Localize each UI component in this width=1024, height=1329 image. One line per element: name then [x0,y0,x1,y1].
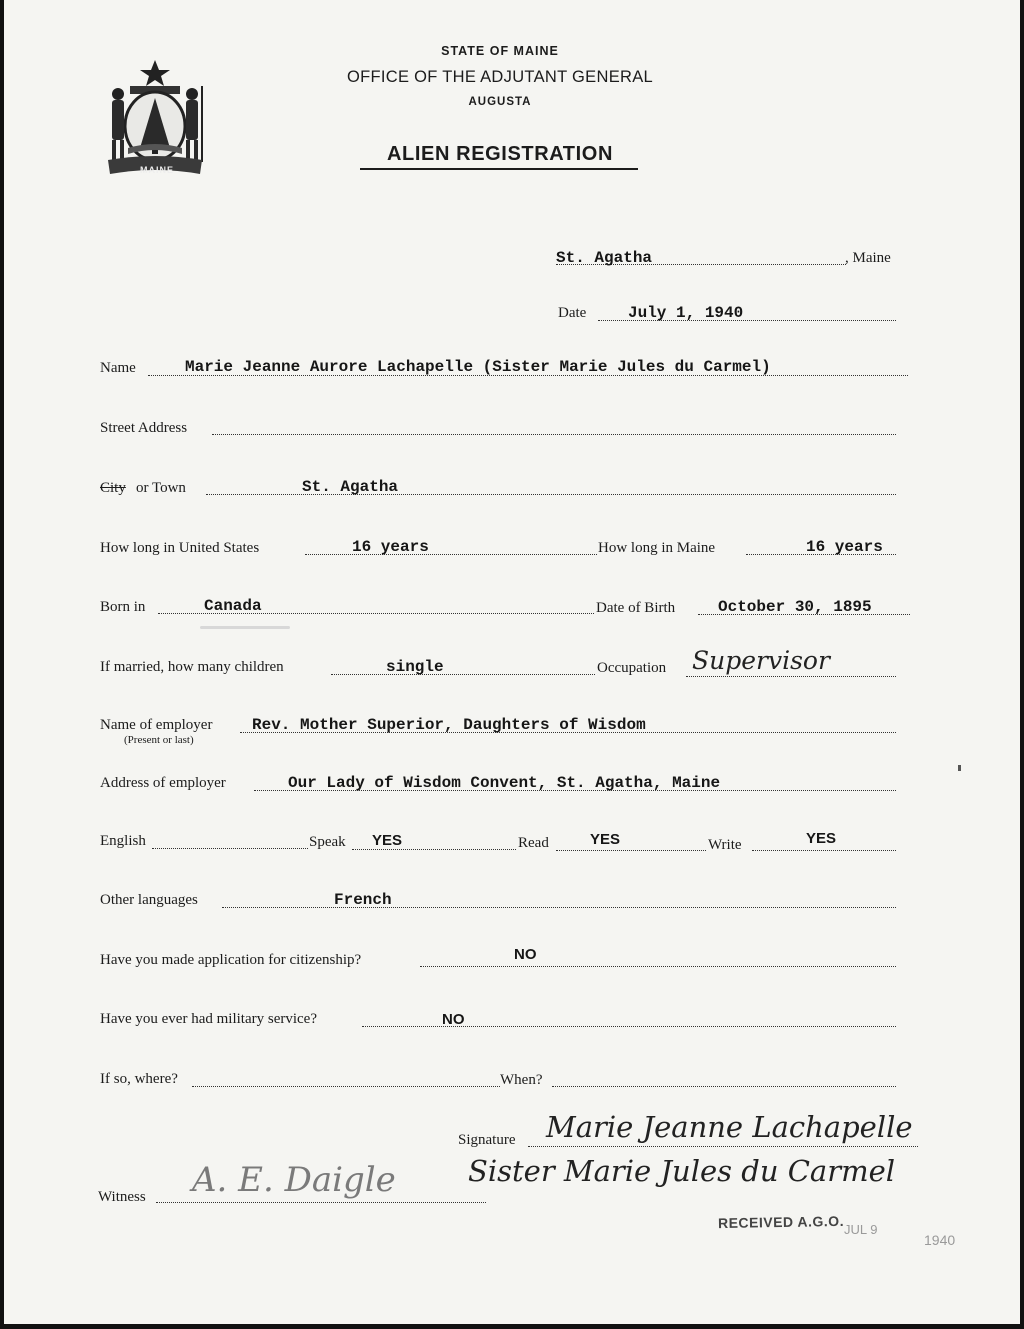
speak-value: YES [372,832,403,849]
languages-label: Other languages [100,892,198,908]
write-value: YES [806,830,837,847]
form-title: ALIEN REGISTRATION [387,143,613,165]
when-line [552,1086,896,1087]
english-line [152,848,308,849]
employer-label: Name of employer [100,717,213,733]
english-label: English [100,833,146,849]
dob-value: October 30, 1895 [718,598,872,616]
seal-banner-text: MAINE [140,165,174,175]
paper-smudge [200,626,290,629]
town-value: St. Agatha [302,478,399,496]
speak-label: Speak [309,834,346,850]
read-line [556,850,706,851]
header-city: AUGUSTA [468,96,532,108]
us-duration-line [305,554,597,555]
languages-value: French [334,891,392,909]
title-underline [360,168,638,170]
witness-signature: A. E. Daigle [192,1160,396,1200]
place-value: St. Agatha [556,249,653,267]
read-label: Read [518,835,549,851]
military-label: Have you ever had military service? [100,1011,317,1027]
born-value: Canada [204,597,262,615]
scan-border-right [1020,0,1024,1329]
maine-duration-value: 16 years [806,538,883,556]
us-duration-value: 16 years [352,538,429,556]
occupation-label: Occupation [597,660,667,676]
date-label: Date [558,305,587,321]
received-stamp-date: JUL 9 [844,1222,878,1237]
name-label: Name [100,360,136,376]
employer-address-value: Our Lady of Wisdom Convent, St. Agatha, Maine [288,774,721,792]
city-label-struck: City [100,480,126,496]
received-stamp-year: 1940 [924,1232,956,1248]
children-line [331,674,595,675]
place-suffix: , Maine [845,250,891,266]
ink-speck [958,765,961,771]
dob-label: Date of Birth [596,600,676,616]
children-value: single [386,658,444,676]
employer-value: Rev. Mother Superior, Daughters of Wisdom [252,716,646,734]
occupation-value: Supervisor [692,646,830,675]
write-line [752,850,896,851]
signature-line1: Marie Jeanne Lachapelle [546,1110,913,1144]
write-label: Write [708,837,742,853]
speak-line [352,849,516,850]
citizenship-line [420,966,896,967]
born-label: Born in [100,599,146,615]
citizenship-value: NO [514,946,537,963]
military-value: NO [442,1011,465,1028]
witness-label: Witness [98,1189,146,1205]
languages-line [222,907,896,908]
name-value: Marie Jeanne Aurore Lachapelle (Sister Marie Jules du Carmel) [185,358,771,376]
scan-border-bottom [0,1324,1024,1329]
read-value: YES [590,831,621,848]
when-label: When? [500,1072,543,1088]
street-line [212,434,896,435]
scan-border-left [0,0,4,1329]
date-value: July 1, 1940 [628,304,744,322]
signature-line [528,1146,918,1147]
town-label: or Town [136,480,186,496]
signature-label: Signature [458,1132,516,1148]
received-stamp: RECEIVED A.G.O. [717,1212,845,1232]
occupation-line [686,676,896,677]
witness-line [156,1202,486,1203]
citizenship-label: Have you made application for citizenship? [100,952,362,968]
children-label: If married, how many children [100,659,284,675]
us-duration-label: How long in United States [100,540,260,556]
where-label: If so, where? [100,1071,178,1087]
street-label: Street Address [100,420,188,436]
signature-line2: Sister Marie Jules du Carmel [468,1154,895,1188]
where-line [192,1086,500,1087]
maine-duration-label: How long in Maine [598,540,716,556]
header-state: STATE OF MAINE [441,44,559,58]
employer-sublabel: (Present or last) [124,734,194,746]
employer-address-label: Address of employer [100,775,226,791]
maine-state-seal [100,56,210,181]
header-office: OFFICE OF THE ADJUTANT GENERAL [346,68,654,86]
